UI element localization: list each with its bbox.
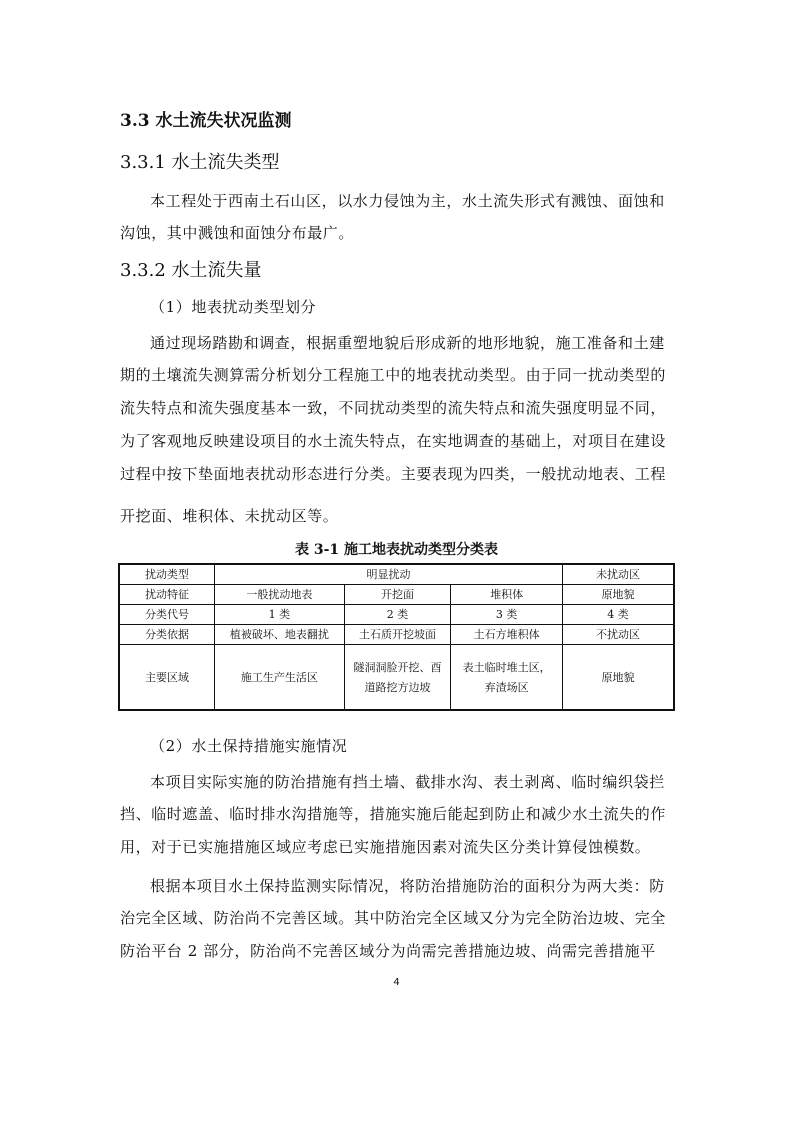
text-line: 本项目实际实施的防治措施有挡土墙、截排水沟、表土剥离、临时编织袋拦 bbox=[150, 773, 665, 791]
cell-line: 隧洞洞脸开挖、酉 bbox=[353, 660, 442, 674]
text-line: 用，对于已实施措施区域应考虑已实施措施因素对流失区分类计算侵蚀模数。 bbox=[120, 838, 651, 856]
table-cell: 扰动特征 bbox=[119, 585, 215, 605]
text-line: 为了客观地反映建设项目的水土流失特点，在实地调查的基础上，对项目在建设 bbox=[120, 432, 667, 450]
table-cell: 3 类 bbox=[451, 605, 563, 625]
cell-line: 表土临时堆土区， bbox=[462, 660, 551, 674]
subheading-measures: （2）水土保持措施实施情况 bbox=[150, 737, 348, 755]
text-line: 根据本项目水土保持监测实际情况，将防治措施防治的面积分为两大类：防 bbox=[150, 877, 665, 895]
table-cell: 施工生产生活区 bbox=[215, 645, 345, 711]
table-row bbox=[119, 585, 674, 605]
table-cell: 分类代号 bbox=[119, 605, 215, 625]
cell-line: 道路挖方边坡 bbox=[364, 680, 431, 694]
table-cell: 1 类 bbox=[215, 605, 345, 625]
table-cell: 4 类 bbox=[562, 605, 674, 625]
table-cell bbox=[451, 645, 563, 711]
disturbance-type-table bbox=[118, 563, 675, 711]
table-cell: 明显扰动 bbox=[215, 564, 563, 585]
text-line: 流失特点和流失强度基本一致，不同扰动类型的流失特点和流失强度明显不同， bbox=[120, 399, 667, 417]
table-cell bbox=[344, 645, 451, 711]
table-cell: 土石方堆积体 bbox=[451, 625, 563, 645]
table-row bbox=[119, 625, 674, 645]
table-caption: 表 3-1 施工地表扰动类型分类表 bbox=[294, 542, 499, 558]
table-row bbox=[119, 564, 674, 585]
table-cell: 一般扰动地表 bbox=[215, 585, 345, 605]
text-line: 沟蚀，其中溅蚀和面蚀分布最广。 bbox=[120, 224, 355, 242]
page-number: 4 bbox=[393, 977, 400, 988]
text-line: 开挖面、堆积体、未扰动区等。 bbox=[120, 507, 339, 525]
table-cell: 分类依据 bbox=[119, 625, 215, 645]
text-line: 治完全区域、防治尚不完善区域。其中防治完全区域又分为完全防治边坡、完全 bbox=[120, 909, 667, 927]
table-cell: 堆积体 bbox=[451, 585, 563, 605]
table-cell: 未扰动区 bbox=[562, 564, 674, 585]
section-heading-3-3: 3.3 水土流失状况监测 bbox=[120, 111, 292, 131]
table-row bbox=[119, 645, 674, 711]
subheading-disturbance-types: （1）地表扰动类型划分 bbox=[150, 298, 317, 316]
section-heading-3-3-1: 3.3.1 水土流失类型 bbox=[120, 152, 280, 173]
table-cell: 植被破坏、地表翻扰 bbox=[215, 625, 345, 645]
text-line: 挡、临时遮盖、临时排水沟措施等，措施实施后能起到防止和减少水土流失的作 bbox=[120, 805, 667, 823]
table-cell: 开挖面 bbox=[344, 585, 451, 605]
table-cell: 土石质开挖坡面 bbox=[344, 625, 451, 645]
text-line: 通过现场踏勘和调查，根据重塑地貌后形成新的地形地貌，施工准备和土建 bbox=[150, 334, 665, 352]
section-heading-3-3-2: 3.3.2 水土流失量 bbox=[120, 260, 262, 281]
cell-line: 弃渣场区 bbox=[484, 680, 529, 694]
text-line: 本工程处于西南土石山区，以水力侵蚀为主，水土流失形式有溅蚀、面蚀和 bbox=[150, 192, 665, 210]
table-cell: 2 类 bbox=[344, 605, 451, 625]
table-cell: 主要区域 bbox=[119, 645, 215, 711]
table-cell: 扰动类型 bbox=[119, 564, 215, 585]
table-cell: 原地貌 bbox=[562, 645, 674, 711]
table-row bbox=[119, 605, 674, 625]
text-line: 防治平台 2 部分，防治尚不完善区域分为尚需完善措施边坡、尚需完善措施平 bbox=[120, 942, 656, 960]
table-cell: 原地貌 bbox=[562, 585, 674, 605]
text-line: 过程中按下垫面地表扰动形态进行分类。主要表现为四类，一般扰动地表、工程 bbox=[120, 465, 667, 483]
table-cell: 不扰动区 bbox=[562, 625, 674, 645]
text-line: 期的土壤流失测算需分析划分工程施工中的地表扰动类型。由于同一扰动类型的 bbox=[120, 366, 667, 384]
